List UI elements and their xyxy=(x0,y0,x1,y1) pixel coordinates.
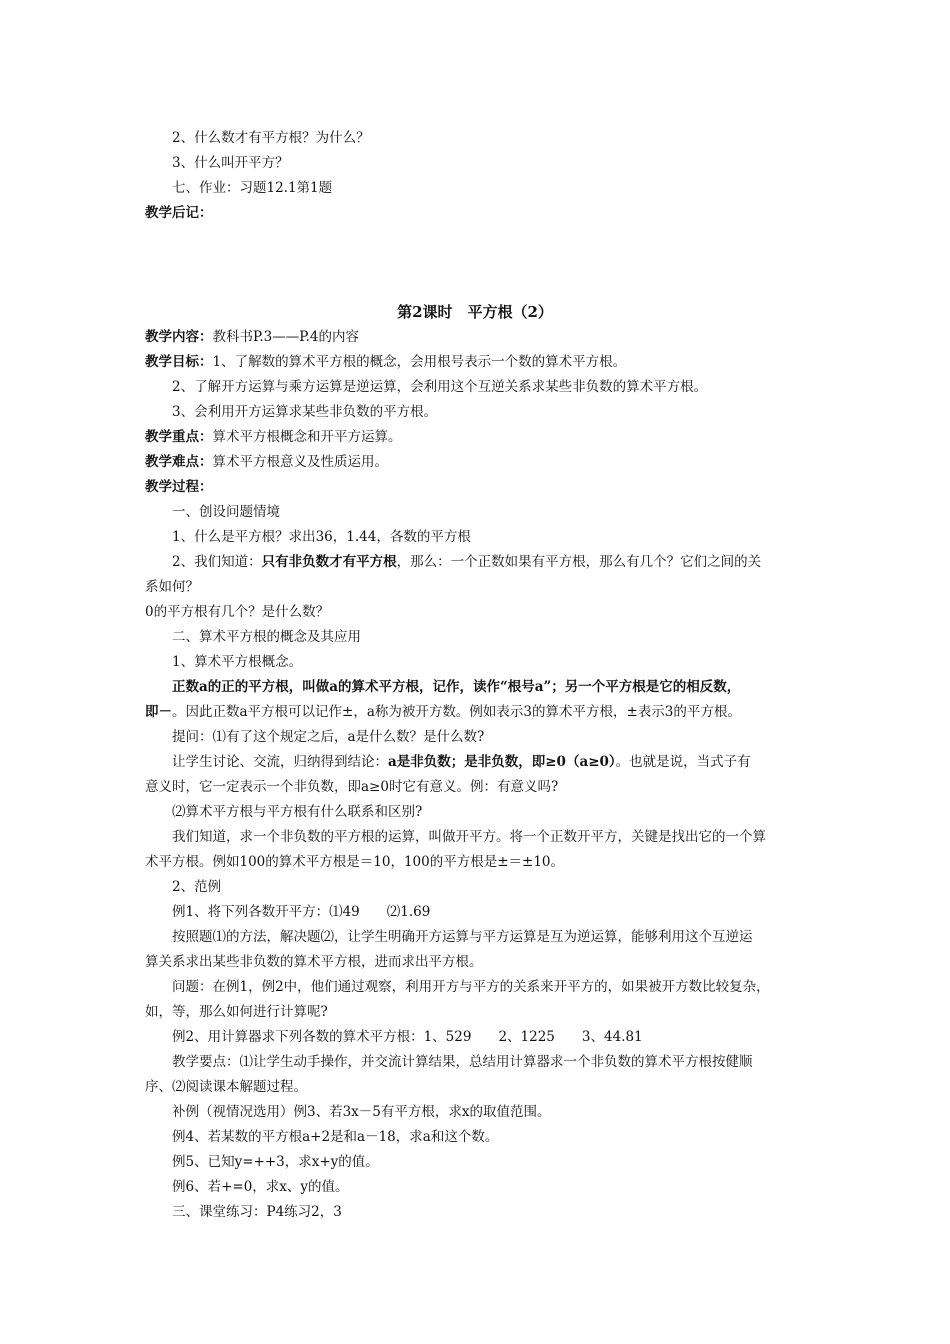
question-line-1: 问题：在例1，例2中，他们通过观察，利用开方与平方的关系来开平方的，如果被开方数比较复杂， xyxy=(172,979,770,995)
definition-line-2-bold: 即－ xyxy=(145,704,172,720)
goal-line-1 xyxy=(145,353,810,371)
examples-title: 2、范例 xyxy=(172,879,222,895)
ask-2: ⑵算术平方根与平方根有什么联系和区别? xyxy=(172,804,423,820)
content-text: 教科书P.3——P.4的内容 xyxy=(212,329,359,345)
example-1-note-2: 算关系求出某些非负数的算术平方根，进而求出平方根。 xyxy=(145,954,483,970)
section-1-para-3: 0的平方根有几个？是什么数？ xyxy=(145,604,330,620)
para-2-rest: ，那么：一个正数如果有平方根，那么有几个？它们之间的关 xyxy=(396,554,762,570)
teaching-point-2: 序、⑵阅读课本解题过程。 xyxy=(145,1079,307,1095)
example-1: 例1、将下列各数开平方：⑴49 ⑵1.69 xyxy=(172,904,431,920)
key-point-line xyxy=(145,428,810,446)
postscript-label: 教学后记： xyxy=(145,205,213,221)
key-point-text: 算术平方根概念和开平方运算。 xyxy=(212,429,402,445)
example-5: 例5、已知y=++3，求x+y的值。 xyxy=(172,1154,379,1170)
discuss-lead: 让学生讨论、交流，归纳得到结论： xyxy=(172,754,388,770)
question-2: 2、什么数才有平方根？为什么？ xyxy=(172,130,370,146)
para-2-emphasis: 只有非负数才有平方根 xyxy=(261,554,397,570)
goal-line-2: 2、了解开方运算与乘方运算是逆运算，会利用这个互逆关系求某些非负数的算术平方根。 xyxy=(172,379,708,395)
content-line xyxy=(145,328,810,346)
knowledge-line-2: 术平方根。例如100的算术平方根是＝10，100的平方根是±＝±10。 xyxy=(145,854,565,870)
discuss-line xyxy=(172,753,810,771)
difficulty-label: 教学难点： xyxy=(145,454,213,470)
homework-line: 七、作业：习题12.1第1题 xyxy=(172,180,333,196)
difficulty-text: 算术平方根意义及性质运用。 xyxy=(212,454,388,470)
lesson-title: 第2课时 平方根（2） xyxy=(397,303,553,321)
section-2-para-1: 1、算术平方根概念。 xyxy=(172,654,303,670)
section-1-para-1: 1、什么是平方根？求出36，1.44，各数的平方根 xyxy=(172,529,471,545)
section-2-title: 二、算术平方根的概念及其应用 xyxy=(172,629,361,645)
example-2: 例2、用计算器求下列各数的算术平方根：1、529 2、1225 3、44.81 xyxy=(172,1029,643,1045)
section-1-para-2 xyxy=(172,553,810,571)
teaching-point-1: 教学要点：⑴让学生动手操作，并交流计算结果，总结用计算器求一个非负数的算术平方根按健顺 xyxy=(172,1054,753,1070)
difficulty-line xyxy=(145,453,810,471)
goal-label: 教学目标： xyxy=(145,354,213,370)
discuss-rest: 。也就是说，当式子有 xyxy=(615,754,751,770)
goal-line-3: 3、会利用开方运算求某些非负数的平方根。 xyxy=(172,404,438,420)
example-4: 例4、若某数的平方根a+2是和a－18，求a和这个数。 xyxy=(172,1129,499,1145)
question-line-2: 如，等，那么如何进行计算呢? xyxy=(145,1004,328,1020)
discuss-line-cont: 意义时，它一定表示一个非负数，即a≥0时它有意义。例：有意义吗? xyxy=(145,779,559,795)
section-1-para-2-cont: 系如何？ xyxy=(145,579,199,595)
example-3: 补例（视情况选用）例3、若3x－5有平方根，求x的取值范围。 xyxy=(172,1104,551,1120)
definition-line-2 xyxy=(145,703,810,721)
content-label: 教学内容： xyxy=(145,329,213,345)
para-2-lead: 2、我们知道： xyxy=(172,554,262,570)
example-1-note-1: 按照题⑴的方法，解决题⑵，让学生明确开方运算与平方运算是互为逆运算，能够利用这个互逆运 xyxy=(172,929,753,945)
example-6: 例6、若+=0，求x、y的值。 xyxy=(172,1179,349,1195)
discuss-conclusion: a是非负数；是非负数，即≥0（a≥0） xyxy=(388,754,616,770)
section-1-title: 一、创设问题情境 xyxy=(172,504,280,520)
section-3-title: 三、课堂练习：P4练习2，3 xyxy=(172,1204,342,1220)
ask-1: 提问：⑴有了这个规定之后，a是什么数？是什么数? xyxy=(172,729,485,745)
question-3: 3、什么叫开平方？ xyxy=(172,155,289,171)
goal-1-text: 1、了解数的算术平方根的概念，会用根号表示一个数的算术平方根。 xyxy=(212,354,627,370)
definition-line-2-rest: 。因此正数a平方根可以记作±，a称为被开方数。例如表示3的算术平方根，±表示3的平方根。 xyxy=(172,704,741,720)
knowledge-line-1: 我们知道，求一个非负数的平方根的运算，叫做开平方。将一个正数开平方，关键是找出它的一个算 xyxy=(172,829,766,845)
process-label: 教学过程： xyxy=(145,479,213,495)
definition-line-1: 正数a的正的平方根，叫做a的算术平方根，记作，读作“根号a”；另一个平方根是它的相反数， xyxy=(172,679,741,695)
key-point-label: 教学重点： xyxy=(145,429,213,445)
